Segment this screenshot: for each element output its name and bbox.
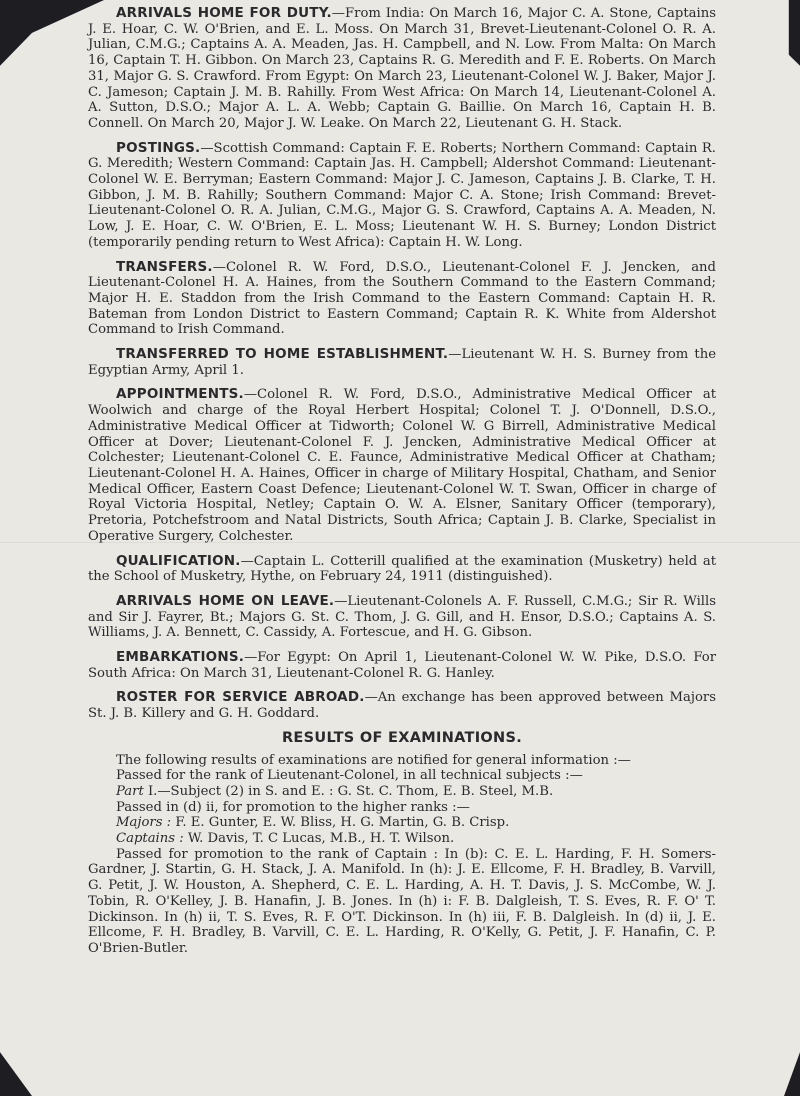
section-heading: EMBARKATIONS. bbox=[116, 649, 245, 666]
section-body: —Scottish Command: Captain F. E. Roberts; Northern Command: Captain R. G. Meredith; Western Command: Captain Jas. H. Campbell; Aldershot Command: Lieutenant-Colonel W. E. Berryman; Eastern Command: Major J. C. Jameson, Captains J. B. Clarke, T. H. Gibbon, J. M. B. Rahilly; Southern Command: Major C. A. Stone; Irish Command: Brevet-Lieutenant-Colonel O. R. A. Julian, C.M.G., Major G. S. Crawford, Captains A. A. Meaden, N. Low, J. E. Hoar, C. W. O'Brien, E. L. Moss; Lieutenant W. H. S. Burney; London District (temporarily pending return to West Africa): Captain H. W. Long. bbox=[88, 140, 716, 250]
section-heading: TRANSFERRED TO HOME ESTABLISHMENT. bbox=[116, 346, 449, 363]
majors-text: F. E. Gunter, E. W. Bliss, H. G. Martin, G. B. Crisp. bbox=[175, 815, 510, 831]
results-part-line bbox=[88, 784, 716, 800]
section-arrivals-home-for-duty bbox=[88, 6, 716, 132]
section-heading: QUALIFICATION. bbox=[116, 552, 241, 569]
section-heading: ROSTER FOR SERVICE ABROAD. bbox=[116, 689, 365, 706]
section-heading: ARRIVALS HOME ON LEAVE. bbox=[116, 592, 335, 609]
results-line: Passed in (d) ii, for promotion to the higher ranks :— bbox=[116, 799, 470, 815]
section-embarkations bbox=[88, 650, 716, 681]
section-body: —Lieutenant W. H. S. Burney from the Egyptian Army, April 1. bbox=[88, 347, 716, 378]
section-postings bbox=[88, 141, 716, 251]
results-majors-line bbox=[88, 815, 716, 831]
section-body: —Colonel R. W. Ford, D.S.O., Administrative Medical Officer at Woolwich and charge of the Royal Herbert Hospital; Colonel T. J. O'Donnell, D.S.O., Administrative Medical Officer at Tidworth; Colonel W. G Birrell, Administrative Medical Officer at Dover; Lieutenant-Colonel F. J. Jencken, Administrative Medical Officer at Colchester; Lieutenant-Colonel C. E. Faunce, Administrative Medical Officer at Chatham; Lieutenant-Colonel H. A. Haines, Officer in charge of Military Hospital, Chatham, and Senior Medical Officer, Eastern Coast Defence; Lieutenant-Colonel W. T. Swan, Officer in charge of Royal Victoria Hospital, Netley; Captain O. W. A. Elsner, Sanitary Officer (temporary), Pretoria, Potchefstroom and Natal Districts, South Africa; Captain J. B. Clarke, Specialist in Operative Surgery, Colchester. bbox=[88, 387, 716, 544]
part-text: I.—Subject (2) in S. and E. : G. St. C. Thom, E. B. Steel, M.B. bbox=[147, 783, 554, 799]
section-body: —For Egypt: On April 1, Lieutenant-Colonel W. W. Pike, D.S.O. For South Africa: On March 31, Lieutenant-Colonel R. G. Hanley. bbox=[88, 650, 716, 681]
section-arrivals-home-on-leave bbox=[88, 594, 716, 641]
section-roster-service-abroad bbox=[88, 690, 716, 721]
part-label: Part bbox=[116, 783, 144, 799]
section-heading: ARRIVALS HOME FOR DUTY. bbox=[116, 5, 332, 21]
results-block bbox=[88, 753, 716, 957]
results-final-paragraph: Passed for promotion to the rank of Captain : In (b): C. E. L. Harding, F. H. Somers-Gardner, J. Startin, G. H. Stack, J. A. Manifold. In (h): J. E. Ellcome, F. H. Bradley, B. Varvill, G. Petit, J. W. Houston, A. Shepherd, C. E. L. Harding, A. H. T. Davis, J. S. McCombe, W. J. Tobin, R. O'Kelley, J. B. Hanafin, J. B. Jones. In (h) i: F. B. Dalgleish, T. S. Eves, R. F. O' T. Dickinson. In (h) ii, T. S. Eves, R. F. O'T. Dickinson. In (h) iii, F. B. Dalgleish. In (d) ii, J. E. Ellcome, F. H. Bradley, B. Varvill, C. E. L. Harding, R. O'Kelly, G. Petit, J. F. Hanafin, C. P. O'Brien-Butler. bbox=[88, 846, 716, 956]
captains-text: W. Davis, T. C Lucas, M.B., H. T. Wilson. bbox=[187, 831, 455, 847]
section-heading: APPOINTMENTS. bbox=[116, 386, 244, 403]
majors-label: Majors : bbox=[116, 815, 172, 831]
section-transfers bbox=[88, 260, 716, 339]
section-body: —An exchange has been approved between Majors St. J. B. Killery and G. H. Goddard. bbox=[88, 690, 716, 722]
section-body: —Lieutenant-Colonels A. F. Russell, C.M.G.; Sir R. Wills and Sir J. Fayrer, Bt.; Majors G. St. C. Thom, J. G. Gill, and H. Ensor, D.S.O.; Captains A. S. Williams, J. A. Bennett, C. Cassidy, A. Fortescue, and H. G. Gibson. bbox=[88, 593, 716, 641]
document-content bbox=[88, 6, 716, 957]
section-qualification bbox=[88, 554, 716, 585]
section-appointments bbox=[88, 387, 716, 544]
results-title: RESULTS OF EXAMINATIONS. bbox=[281, 729, 523, 746]
section-heading: POSTINGS. bbox=[116, 139, 201, 156]
results-captains-line bbox=[88, 831, 716, 847]
section-heading: TRANSFERS. bbox=[116, 258, 213, 275]
results-line: Passed for the rank of Lieutenant-Colonel, in all technical subjects :— bbox=[116, 768, 583, 784]
section-body: —Colonel R. W. Ford, D.S.O., Lieutenant-Colonel F. J. Jencken, and Lieutenant-Colonel H. A. Haines, from the Southern Command to the Eastern Command; Major H. E. Staddon from the Irish Command to the Eastern Command: Captain H. R. Bateman from London District to Eastern Command; Captain R. K. White from Aldershot Command to Irish Command. bbox=[88, 259, 716, 338]
captains-label: Captains : bbox=[116, 831, 184, 847]
section-body: —From India: On March 16, Major C. A. Stone, Captains J. E. Hoar, C. W. O'Brien, and E. L. Moss. On March 31, Brevet-Lieutenant-Colonel O. R. A. Julian, C.M.G.; Captains A. A. Meaden, Jas. H. Campbell, and N. Low. From Malta: On March 16, Captain T. H. Gibbon. On March 23, Captains R. G. Meredith and F. E. Roberts. On March 31, Major G. S. Crawford. From Egypt: On March 23, Lieutenant-Colonel W. J. Baker, Major J. C. Jameson; Captain J. M. B. Rahilly. From West Africa: On March 14, Lieutenant-Colonel A. A. Sutton, D.S.O.; Major A. L. A. Webb; Captain G. Baillie. On March 16, Captain H. B. Connell. On March 20, Major J. W. Leake. On March 22, Lieutenant G. H. Stack. bbox=[88, 6, 716, 131]
section-transferred-home-establishment bbox=[88, 347, 716, 378]
results-intro: The following results of examinations are notified for general information :— bbox=[116, 752, 631, 768]
section-body: —Captain L. Cotterill qualified at the examination (Musketry) held at the School of Musketry, Hythe, on February 24, 1911 (distinguished). bbox=[88, 553, 716, 585]
